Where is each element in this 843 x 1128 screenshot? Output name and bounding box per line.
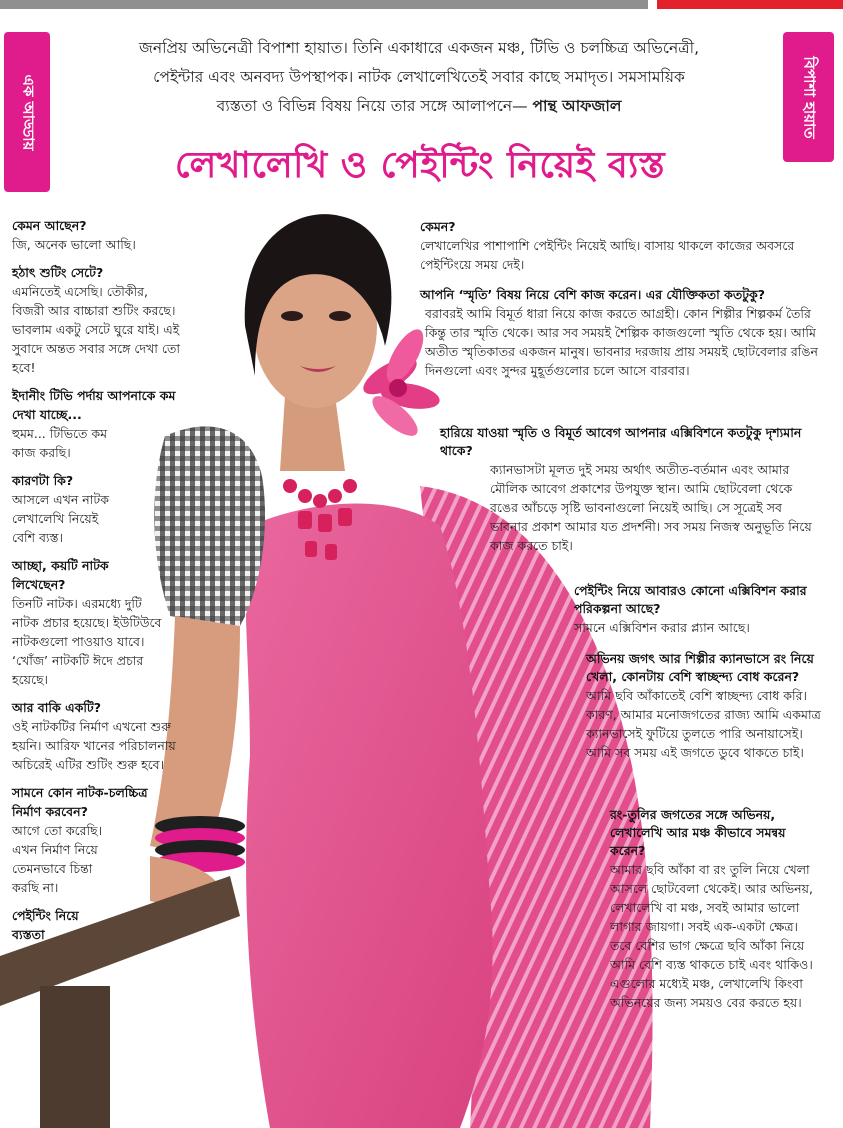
question: অভিনয় জগৎ আর শিল্পীর ক্যানভাসে রং নিয়ে খেলা, কোনটায় বেশি স্বাচ্ছন্দ্য বোধ করেন? xyxy=(586,651,814,684)
answer: আমি ছবি আঁকাতেই বেশি স্বাচ্ছন্দ্য বোধ করি। কারণ, আমার মনোজগতের রাজ্য আমি একমাত্র ক্যানভাসেই ফুটিয়ে তুলতে পারি অনায়াসেই। আমি সব সময় এই জগতে ডুবে থাকতে চাই। xyxy=(586,688,821,760)
question: আপনি ‘স্মৃতি’ বিষয় নিয়ে বেশি কাজ করেন। এর যৌক্তিকতা কতটুকু? xyxy=(420,287,766,302)
answer: এমনিতেই এসেছি। তৌকীর, বিজরী আর বাচ্চারা শুটিং করছে। ভাবলাম একটু সেটে ঘুরে যাই। এই সুবাদে অন্তত সবার সঙ্গে দেখা তো হবে! xyxy=(12,284,180,375)
question: পেইন্টিং নিয়ে আবারও কোনো এক্সিবিশন করার পরিকল্পনা আছে? xyxy=(574,583,807,616)
headline: লেখালেখি ও পেইন্টিং নিয়েই ব্যস্ত xyxy=(174,145,666,186)
question: কারণটা কি? xyxy=(12,473,74,488)
answer: জি, অনেক ভালো আছি। xyxy=(12,237,136,252)
question: হঠাৎ শুটিং সেটে? xyxy=(12,265,104,280)
question: আর বাকি একটি? xyxy=(12,700,101,715)
question: কেমন আছেন? xyxy=(12,218,87,233)
question: পেইন্টিং নিয়ে xyxy=(12,908,79,923)
answer: ওই নাটকটির নির্মাণ এখনো শুরু হয়নি। আরিফ খানের পরিচালনায় অচিরেই এটির শুটিং শুরু হবে। xyxy=(12,719,176,772)
answer: ব্যস্ততা xyxy=(12,927,45,942)
question: হারিয়ে যাওয়া স্মৃতি ও বিমূর্ত আবেগ আপনার এক্সিবিশনে কতটুকু দৃশ্যমান থাকে? xyxy=(440,425,802,458)
question: রং-তুলির জগতের সঙ্গে অভিনয়, লেখালেখি আর মঞ্চ কীভাবে সমন্বয় করেন? xyxy=(610,807,786,858)
qa-pair xyxy=(440,424,820,555)
question: আচ্ছা, কয়টি নাটক লিখেছেন? xyxy=(12,558,109,592)
answer: বরাবরই আমি বিমূর্ত ধারা নিয়ে কাজ করতে আগ্রহী। কোন শিল্পীর শিল্পকর্ম তৈরি কিন্তু তার স্মৃতি থেকে। আর সব সময়ই শৈল্পিক কাজগুলো স্মৃতি থেকে হয়। আমি অতীত স্মৃতিকাতর একজন মানুষ। ভাবনার দরজায় প্রায় সময়ই ছোটবেলার রঙিন দিনগুলো এবং সুন্দর মুহূর্তগুলোর চলে আসে বারবার। xyxy=(425,306,818,378)
intro-last-line: ব্যস্ততা ও বিভিন্ন বিষয় নিয়ে তার সঙ্গে আলাপনে— xyxy=(216,97,528,115)
qa-pair xyxy=(420,218,820,274)
question: সামনে কোন নাটক-চলচ্চিত্র নির্মাণ করবেন? xyxy=(12,785,148,819)
section-tag-left-label: এক আড্ডায় xyxy=(19,74,38,150)
question: ইদানীং টিভি পর্দায় আপনাকে কম দেখা যাচ্ছে... xyxy=(12,388,176,422)
intro-author: পান্থ আফজাল xyxy=(532,97,622,115)
answer: হুমম... টিভিতে কম কাজ করছি। xyxy=(12,426,108,460)
answer: তিনটি নাটক। এরমধ্যে দুটি নাটক প্রচার হয়েছে। ইউটিউবে নাটকগুলো পাওয়াও যাবে। ‘খোঁজ’ নাটকটি ঈদে প্রচার হয়েছে। xyxy=(12,596,162,687)
answer: ক্যানভাসটা মূলত দুই সময় অর্থাৎ অতীত-বর্তমান এবং আমার মৌলিক আবেগ প্রকাশের উপযুক্ত স্থান। আমি ছোটবেলা থেকে রঙের আঁচড়ে সৃষ্টি ভাবনাগুলো নিয়েই আছি। সে সূত্রেই সব ভাবনার প্রকাশ আমার যত প্রদর্শনী। সব সময় নিজস্ব অনুভূতি নিয়ে কাজ করতে চাই। xyxy=(490,462,812,553)
qa-pair xyxy=(574,582,824,637)
qa-pair xyxy=(420,286,820,380)
qa-pair xyxy=(586,650,822,762)
answer: লেখালেখির পাশাপাশি পেইন্টিং নিয়েই আছি। বাসায় থাকলে কাজের অবসরে পেইন্টিংয়ে সময় দেই। xyxy=(420,238,795,272)
question: কেমন? xyxy=(420,219,456,234)
answer: আসলে এখন নাটক লেখালেখি নিয়েই বেশি ব্যস্ত। xyxy=(12,492,109,545)
intro-line: জনপ্রিয় অভিনেত্রী বিপাশা হায়াত। তিনি একাধারে একজন মঞ্চ, টিভি ও চলচ্চিত্র অভিনেত্রী, xyxy=(138,39,700,57)
answer: আমার ছবি আঁকা বা রং তুলি নিয়ে খেলা আসলে ছোটবেলা থেকেই। আর অভিনয়, লেখালেখি বা মঞ্চ, সবই আমার ভালো লাগার জায়গা। সবই এক-একটা ক্ষেত্র। তবে বেশির ভাগ ক্ষেত্রে ছবি আঁকা নিয়ে আমি বেশি ব্যস্ত থাকতে চাই এবং থাকিও। এগুলোর মধ্যেই মঞ্চ, লেখালেখি কিংবা অভিনয়ের জন্য সময়ও বের করতে হয়। xyxy=(610,862,813,1010)
answer: সামনে এক্সিবিশন করার প্ল্যান আছে। xyxy=(574,620,750,635)
answer: আগে তো করেছি। এখন নির্মাণ নিয়ে তেমনভাবে চিন্তা করছি না। xyxy=(12,823,103,895)
section-tag-right-label: বিপাশা হায়াত xyxy=(801,55,820,139)
qa-pair xyxy=(610,806,822,1012)
intro-line: পেইন্টার এবং অনবদ্য উপস্থাপক। নাটক লেখালেখিতেই সবার কাছে সমাদৃত। সমসাময়িক xyxy=(153,68,685,86)
